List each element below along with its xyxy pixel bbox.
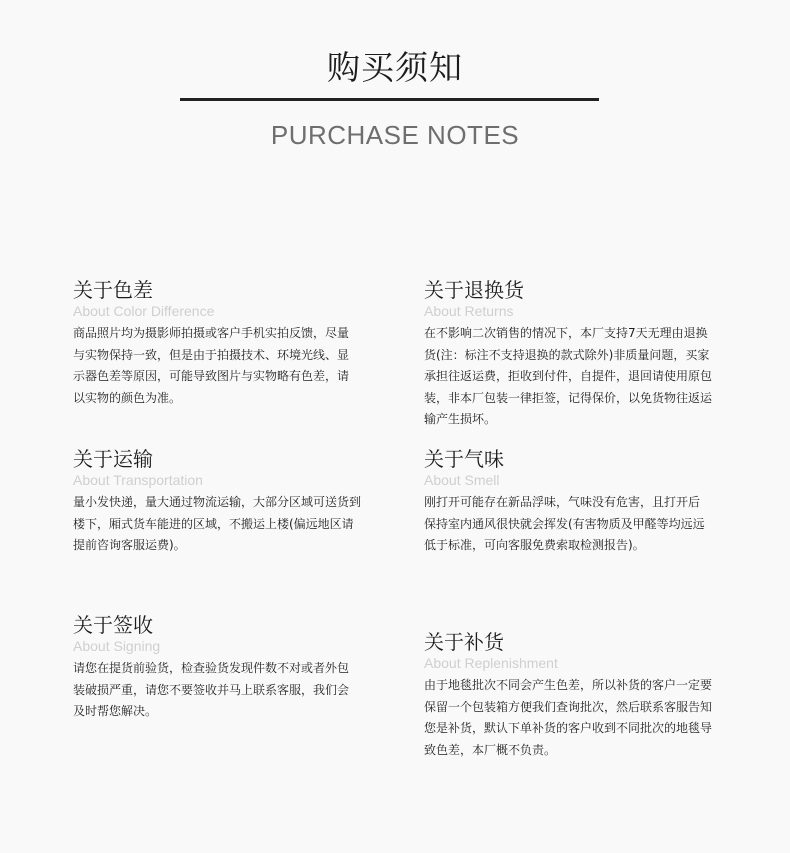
- section-smell: [424, 446, 708, 557]
- section-color-difference: [73, 277, 355, 409]
- page-subtitle: PURCHASE NOTES: [270, 120, 520, 150]
- section-body: 刚打开可能存在新品浮味，气味没有危害，且打开后保持室内通风很快就会挥发(有害物质及甲醛等均远远低于标准，可向客服免费索取检测报告)。: [424, 495, 705, 552]
- section-title: 关于退换货: [424, 278, 524, 302]
- section-body: 请您在提货前验货，检查验货发现件数不对或者外包装破损严重，请您不要签收并马上联系客服，我们会及时帮您解决。: [73, 661, 350, 718]
- title-divider: [180, 98, 599, 101]
- page-title: 购买须知: [327, 48, 463, 87]
- section-body: 量小发快递，量大通过物流运输，大部分区域可送货到楼下，厢式货车能进的区域，不搬运上楼(偏远地区请提前咨询客服运费)。: [73, 495, 362, 552]
- section-title: 关于运输: [73, 447, 153, 471]
- section-title: 关于签收: [73, 613, 153, 637]
- section-subtitle: About Transportation: [73, 472, 203, 488]
- section-transportation: [73, 446, 361, 557]
- section-subtitle: About Color Difference: [73, 303, 215, 319]
- section-title: 关于补货: [424, 630, 504, 654]
- section-signing: [73, 612, 358, 723]
- section-body: 在不影响二次销售的情况下，本厂支持7天无理由退换货(注：标注不支持退换的款式除外)非质量问题，买家承担往返运费，拒收到付件，自提件，退回请使用原包装，非本厂包装一律拒签，记得保价，以免货物往返运输产生损坏。: [424, 326, 713, 426]
- section-subtitle: About Returns: [424, 303, 514, 319]
- section-subtitle: About Signing: [73, 638, 161, 654]
- section-subtitle: About Smell: [424, 472, 500, 488]
- section-replenishment: [424, 629, 714, 761]
- section-body: 由于地毯批次不同会产生色差，所以补货的客户一定要保留一个包装箱方便我们查询批次，然后联系客服告知您是补货，默认下单补货的客户收到不同批次的地毯导致色差，本厂概不负责。: [424, 678, 713, 757]
- section-body: 商品照片均为摄影师拍摄或客户手机实拍反馈，尽量与实物保持一致，但是由于拍摄技术、环境光线、显示器色差等原因，可能导致图片与实物略有色差，请以实物的颜色为准。: [73, 326, 350, 405]
- section-returns: [424, 277, 716, 431]
- section-title: 关于气味: [424, 447, 504, 471]
- section-title: 关于色差: [73, 278, 153, 302]
- section-subtitle: About Replenishment: [424, 655, 558, 671]
